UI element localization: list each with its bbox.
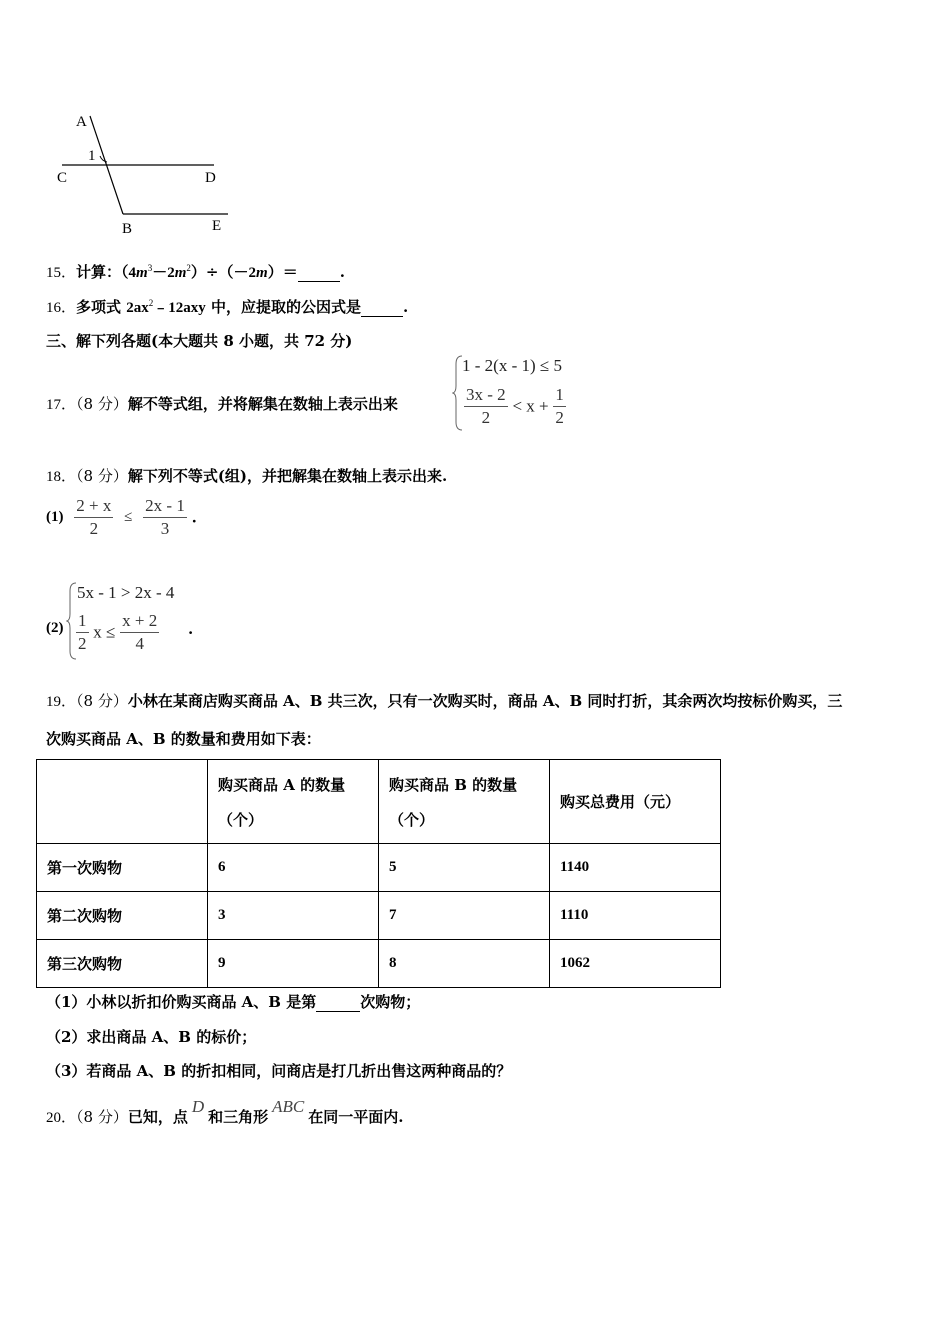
purchase-table — [36, 759, 721, 988]
q15-coef3: －2 — [233, 265, 257, 281]
cell-total: 1062 — [550, 940, 721, 988]
q18-p1-lden: 2 — [89, 519, 99, 538]
q15-coef1: 4 — [128, 265, 137, 281]
q18-number: 18． — [46, 469, 77, 485]
q17-number: 17． — [46, 397, 77, 413]
q15-exp2: 2 — [186, 263, 191, 273]
table-row — [37, 844, 721, 892]
q20-point: D — [191, 1097, 205, 1116]
question-17 — [46, 393, 398, 414]
q17-ineq1: 1 - 2(x - 1) ≤ 5 — [462, 356, 562, 375]
question-18 — [46, 465, 447, 486]
q18-p2-label: (2) — [46, 620, 64, 636]
header-b-line1: 购买商品 B 的数量 — [389, 775, 518, 794]
row-label: 第三次购物 — [37, 940, 208, 988]
q19-sub1 — [46, 991, 420, 1012]
q16-suffix: 中，应提取的公因式是 — [205, 298, 361, 316]
q17-ineq2-rden: 2 — [555, 408, 564, 427]
table-header-cell — [37, 760, 208, 844]
q15-answer-blank[interactable] — [298, 281, 340, 282]
q19-sub1-end: 次购物； — [360, 993, 421, 1011]
q18-p1-label: (1) — [46, 509, 64, 525]
table-row — [37, 940, 721, 988]
q18-p2-ineq2 — [76, 610, 159, 655]
q17-text: 解不等式组，并将解集在数轴上表示出来 — [127, 395, 398, 413]
q18-p1-rel: ≤ — [124, 509, 133, 525]
q18-p2-lden: 2 — [78, 634, 87, 653]
q15-minus: － — [152, 263, 168, 281]
q19-sub1-blank[interactable] — [316, 1011, 360, 1012]
label-c: C — [57, 170, 68, 186]
q18-p1-end: . — [191, 508, 197, 527]
cell-total: 1140 — [550, 844, 721, 892]
q15-open2: （ — [218, 263, 234, 281]
q17-ineq2-den: 2 — [481, 408, 491, 427]
geometry-figure — [50, 108, 250, 243]
question-19-line2: 次购买商品 A、B 的数量和费用如下表： — [46, 730, 321, 748]
q15-var1: m — [136, 265, 148, 281]
table-header-cell — [379, 760, 550, 844]
q19-number: 19． — [46, 694, 77, 710]
q15-end: . — [339, 263, 345, 281]
q16-number: 16． — [46, 300, 77, 316]
header-b-line2: （个） — [389, 810, 435, 829]
q15-div: ÷ — [205, 263, 219, 281]
table-row — [37, 892, 721, 940]
cell-b: 5 — [379, 844, 550, 892]
q15-var2: m — [174, 265, 187, 281]
label-d: D — [205, 170, 216, 186]
q16-answer-blank[interactable] — [361, 316, 403, 317]
q16-poly-exp: 2 — [148, 298, 154, 308]
cell-total: 1110 — [550, 892, 721, 940]
q20-number: 20． — [46, 1110, 77, 1126]
q18-score: （8 分） — [76, 467, 128, 485]
table-header-row — [37, 760, 721, 844]
q19-score: （8 分） — [76, 692, 128, 710]
q18-p2-rnum: x + 2 — [120, 610, 159, 633]
q18-p2-end: . — [188, 620, 194, 638]
q15-close: ） — [190, 263, 206, 281]
q20-score: （8 分） — [76, 1108, 128, 1126]
header-a-line2: （个） — [218, 810, 264, 829]
q16-poly-b: ﹣12axy — [153, 300, 206, 316]
question-16 — [46, 296, 408, 317]
q15-coef2: 2 — [167, 265, 175, 281]
q18-p2-rden: 4 — [135, 634, 144, 653]
q18-p2-x: x ≤ — [93, 622, 116, 642]
q19-sub1-text: （1）小林以折扣价购买商品 A、B 是第 — [46, 993, 317, 1011]
q15-var3: m — [256, 265, 268, 281]
q19-line1: 小林在某商店购买商品 A、B 共三次，只有一次购买时，商品 A、B 同时打折，其余两次均按标价购买，三 — [127, 692, 843, 710]
header-total: 购买总费用（元） — [560, 793, 681, 811]
question-20 — [46, 1097, 404, 1127]
row-label: 第一次购物 — [37, 844, 208, 892]
q20-text2: 和三角形 — [208, 1108, 269, 1126]
row-label: 第二次购物 — [37, 892, 208, 940]
question-15 — [46, 261, 345, 282]
cell-a: 3 — [208, 892, 379, 940]
header-a-line1: 购买商品 A 的数量 — [218, 775, 346, 794]
q15-exp1: 3 — [147, 263, 153, 273]
q18-p1-rden: 3 — [160, 519, 170, 538]
table-header-cell — [550, 760, 721, 844]
q17-ineq2-rel: < x + — [512, 396, 549, 416]
cell-a: 6 — [208, 844, 379, 892]
cell-a: 9 — [208, 940, 379, 988]
q15-close2: ）＝ — [267, 263, 298, 281]
q15-prefix: 计算：（ — [76, 263, 129, 281]
q20-text1: 已知，点 — [127, 1108, 188, 1126]
q17-ineq2-rnum: 1 — [553, 384, 566, 407]
q17-ineq2 — [464, 384, 566, 429]
q19-sub3: （3）若商品 A、B 的折扣相同，问商店是打几折出售这两种商品的？ — [46, 1062, 512, 1080]
q20-triangle: ABC — [272, 1097, 305, 1116]
label-b: B — [122, 221, 133, 237]
q15-number: 15． — [46, 265, 77, 281]
q18-p2-ineq1: 5x - 1 > 2x - 4 — [77, 583, 175, 602]
q16-end: . — [403, 298, 409, 316]
table-header-cell — [208, 760, 379, 844]
q16-poly-a: 2ax — [126, 300, 149, 316]
label-e: E — [212, 218, 222, 234]
q18-part1 — [46, 495, 197, 540]
cell-b: 8 — [379, 940, 550, 988]
q16-text: 多项式 — [76, 298, 127, 316]
q17-score: （8 分） — [76, 395, 128, 413]
q18-text: 解下列不等式(组)，并把解集在数轴上表示出来. — [127, 467, 448, 485]
question-19-line1 — [46, 690, 842, 711]
q18-p1-lnum: 2 + x — [74, 495, 113, 518]
label-a: A — [76, 114, 87, 130]
section-3-title: 三、解下列各题(本大题共 8 小题，共 72 分) — [46, 332, 353, 350]
q17-ineq2-num: 3x - 2 — [464, 384, 508, 407]
q18-p2-lnum: 1 — [76, 610, 89, 633]
label-angle-1: 1 — [88, 148, 96, 164]
q19-sub2: （2）求出商品 A、B 的标价； — [46, 1028, 257, 1046]
q18-p1-rnum: 2x - 1 — [143, 495, 187, 518]
q20-text3: 在同一平面内. — [308, 1108, 404, 1126]
cell-b: 7 — [379, 892, 550, 940]
